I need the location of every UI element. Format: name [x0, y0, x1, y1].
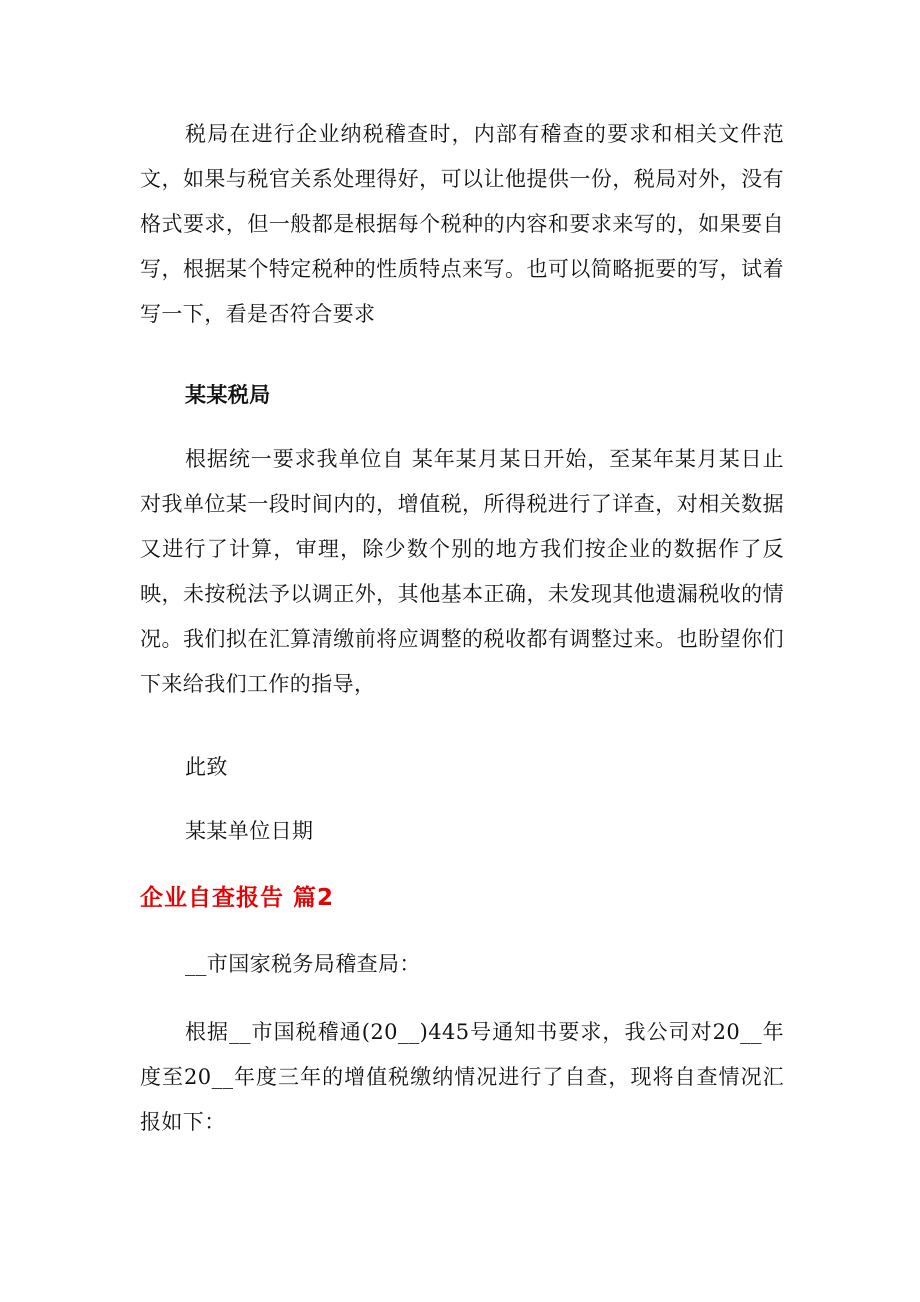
addressee-line: 某某税局 [185, 383, 271, 407]
intro-paragraph: 税局在进行企业纳税稽查时，内部有稽查的要求和相关文件范文，如果与税官关系处理得好，可以让他提供一份，税局对外，没有格式要求，但一般都是根据每个税种的内容和要求来写的，如果要自写，根据某个特定税种的性质特点来写。也可以简略扼要的写，试着写一下，看是否符合要求 [140, 122, 784, 326]
section-heading: 企业自查报告 篇2 [140, 885, 335, 911]
section2-body: 根据__市国税稽通(20__)445号通知书要求，我公司对20__年度至20__年度三年的增值税缴纳情况进行了自查，现将自查情况汇报如下： [140, 1020, 784, 1134]
section2-addressee: __市国家税务局稽查局： [185, 952, 421, 976]
signature-line: 某某单位日期 [185, 819, 314, 843]
body-paragraph: 根据统一要求我单位自 某年某月某日开始，至某年某月某日止对我单位某一段时间内的，增值税，所得税进行了详查，对相关数据又进行了计算，审理，除少数个别的地方我们按企业的数据作了反映，未按税法予以调正外，其他基本正确，未发现其他遗漏税收的情况。我们拟在汇算清缴前将应调整的税收都有调整过来。也盼望你们下来给我们工作的指导， [140, 447, 784, 696]
closing-line: 此致 [185, 755, 228, 779]
